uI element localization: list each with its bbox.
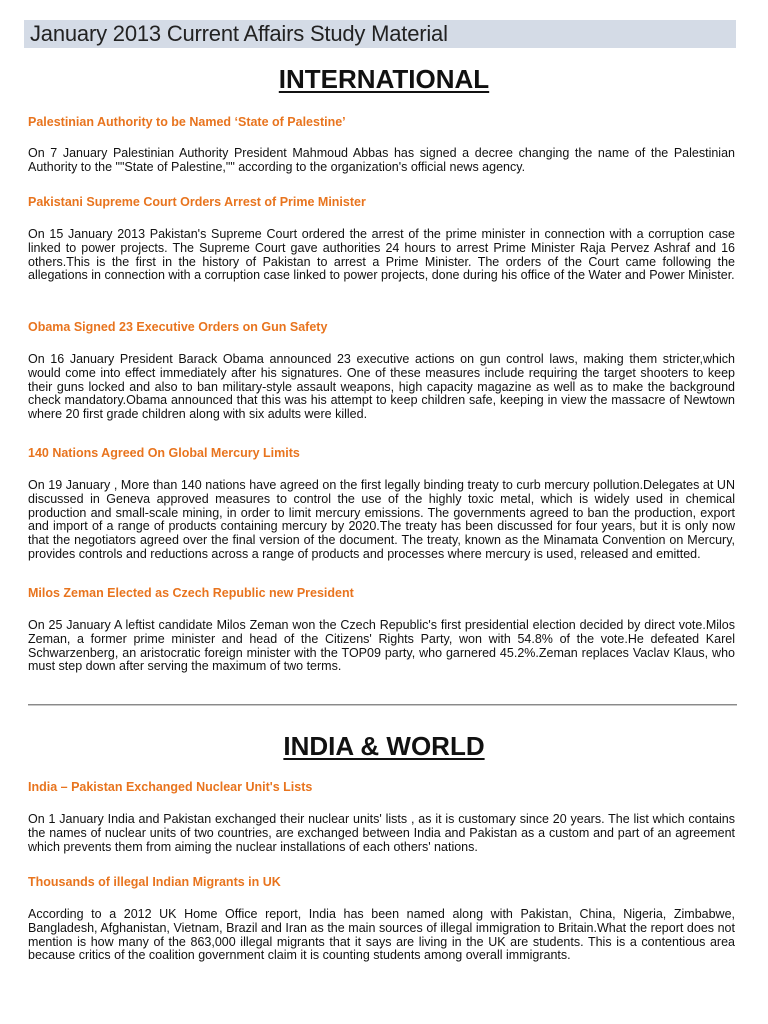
article-title: Palestinian Authority to be Named ‘State of Palestine’ xyxy=(28,115,346,129)
article-title: 140 Nations Agreed On Global Mercury Limits xyxy=(28,446,300,460)
section-divider xyxy=(28,704,737,706)
article-body: On 15 January 2013 Pakistan's Supreme Court ordered the arrest of the prime minister in connection with a corruption case linked to power projects. The Supreme Court gave authorities 24 hours to arrest Prime Minister Raja Pervez Ashraf and 16 others.This is the first in the history of Pakistan to arrest a Prime Minister. The orders of the Court came following the allegations in connection with a corruption case linked to power projects, done during his office of the Water and Power Minister. xyxy=(28,227,735,283)
section-heading-international xyxy=(0,64,768,94)
header-bar xyxy=(24,20,736,48)
section-heading-india-world xyxy=(0,731,768,761)
section-heading-text: INDIA & WORLD xyxy=(283,731,485,761)
article-title: Pakistani Supreme Court Orders Arrest of Prime Minister xyxy=(28,195,366,209)
document-title: January 2013 Current Affairs Study Material xyxy=(30,21,448,46)
article-title: Thousands of illegal Indian Migrants in UK xyxy=(28,875,281,889)
article-body: According to a 2012 UK Home Office report, India has been named along with Pakistan, China, Nigeria, Zimbabwe, Bangladesh, Afghanistan, Vietnam, Brazil and Iran as the main sources of illegal immigration to Britain.What the report does not mention is how many of the 863,000 illegal migrants that it says are living in the UK are students. This is a contentious area because critics of the coalition government claim it is counting students among overall immigrants. xyxy=(28,907,735,963)
article-body: On 25 January A leftist candidate Milos Zeman won the Czech Republic's first presidential election decided by direct vote.Milos Zeman, a former prime minister and head of the Citizens' Rights Party, won with 54.8% of the vote.He defeated Karel Schwarzenberg, an aristocratic foreign minister with the TOP09 party, who garnered 45.2%.Zeman replaces Vaclav Klaus, who must step down after serving the maximum of two terms. xyxy=(28,618,735,674)
article-body: On 1 January India and Pakistan exchanged their nuclear units' lists , as it is customary since 20 years. The list which contains the names of nuclear units of two countries, are exchanged between India and Pakistan as a custom and part of an agreement which prevents them from aiming the nuclear installations of each others' nations. xyxy=(28,812,735,854)
article-title: Milos Zeman Elected as Czech Republic new President xyxy=(28,586,354,600)
article-title: India – Pakistan Exchanged Nuclear Unit's Lists xyxy=(28,780,313,794)
article-body: On 7 January Palestinian Authority President Mahmoud Abbas has signed a decree changing the name of the Palestinian Authority to the ""State of Palestine,"" according to the organization's official news agency. xyxy=(28,146,735,174)
section-heading-text: INTERNATIONAL xyxy=(278,64,490,94)
article-body: On 19 January , More than 140 nations have agreed on the first legally binding treaty to curb mercury pollution.Delegates at UN discussed in Geneva approved measures to control the use of the highly toxic metal, which is widely used in chemical production and small-scale mining, in order to limit mercury emissions. The governments agreed to ban the production, export and import of a range of products containing mercury by 2020.The treaty has been discussed for four years, but it is only now that the negotiators agreed over the final version of the document. The treaty, known as the Minamata Convention on Mercury, provides controls and reductions across a range of products and processes where mercury is used, released and emitted. xyxy=(28,478,735,561)
article-body: On 16 January President Barack Obama announced 23 executive actions on gun control laws, making them stricter,which would come into effect immediately after his signatures. One of these measures include requiring the target shooters to keep their guns locked and also to ban military-style assault weapons, high capacity magazine as well as to make the background check mandatory.Obama announced that this was his attempt to keep children safe, keeping in view the massacre of Newtown where 20 first grade children along with six adults were killed. xyxy=(28,352,735,422)
article-title: Obama Signed 23 Executive Orders on Gun Safety xyxy=(28,320,328,334)
